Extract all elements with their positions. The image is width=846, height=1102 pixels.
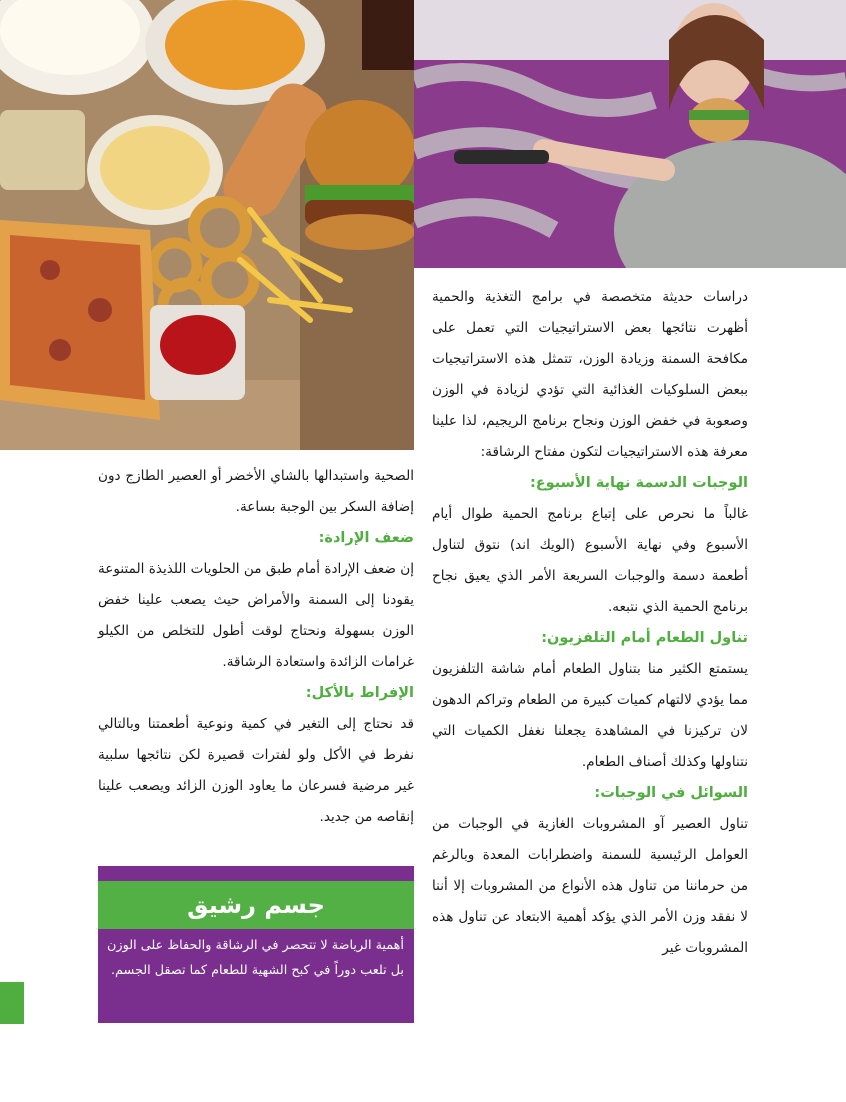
slim-body-callout <box>98 866 414 1023</box>
callout-title: جسم رشيق <box>98 881 414 929</box>
heading-overeating: الإفراط بالأكل: <box>305 685 414 701</box>
paragraph-weak-will: إن ضعف الإرادة أمام طبق من الحلويات اللذيذة المتنوعة يقودنا إلى السمنة والأمراض حيث يصعب علينا خفض الوزن بسهولة ونحتاج لوقت أطول للتخلص من الكيلو غرامات الزائدة واستعادة الرشاقة. <box>98 561 414 670</box>
right-text-column <box>432 282 748 964</box>
paragraph-liquids-meals: تناول العصير آو المشروبات الغازية في الوجبات من العوامل الرئيسية للسمنة واضطرابات المعدة وبالرغم من حرماننا من تناول هذه الأنواع من المشروبات إلا أننا لا نفقد وزن الأمر الذي يؤكد أهمية الابتعاد عن تناول هذه المشروبات غير <box>432 816 748 956</box>
paragraph-overeating: قد نحتاج إلى التغير في كمية ونوعية أطعمتنا وبالتالي نفرط في الأكل ولو لفترات قصيرة لكن نتائجها سلبية غير مرضية فسرعان ما يعاود الوزن الزائد ويصعب علينا إنقاصه من جديد. <box>98 716 414 825</box>
woman-on-couch-photo <box>414 0 846 268</box>
junk-food-photo <box>0 0 414 450</box>
page-edge-tab <box>0 982 24 1024</box>
woman-eating-illustration <box>414 0 846 268</box>
paragraph-eating-tv: يستمتع الكثير منا بتناول الطعام أمام شاشة التلفزيون مما يؤدي لالتهام كميات كبيرة من الطعام وتراكم الدهون لان تركيزنا في المشاهدة يجعلنا نغفل الكميات التي نتناولها وكذلك أصناف الطعام. <box>432 661 748 770</box>
junk-food-illustration <box>0 0 414 450</box>
heading-weekend-meals: الوجبات الدسمة نهاية الأسبوع: <box>529 475 748 491</box>
heading-eating-tv: تناول الطعام أمام التلفزيون: <box>541 630 748 646</box>
intro-paragraph: دراسات حديثة متخصصة في برامج التغذية والحمية أظهرت نتائجها بعض الاستراتيجيات التي تعمل على مكافحة السمنة وزيادة الوزن، تتمثل هذه الاستراتيجيات ببعض السلوكيات الغذائية التي تؤدي لزيادة في الوزن وصعوبة في خفض الوزن ونجاح برنامج الريجيم، لذا علينا معرفة هذه الاستراتيجيات لتكون مفتاح الرشاقة: <box>432 289 748 460</box>
callout-top-strip <box>98 866 414 881</box>
left-text-column <box>98 461 414 833</box>
heading-liquids-meals: السوائل في الوجبات: <box>594 785 748 801</box>
paragraph-continuation: الصحية واستبدالها بالشاي الأخضر أو العصير الطازج دون إضافة السكر بين الوجبة بساعة. <box>98 468 414 515</box>
heading-weak-will: ضعف الإرادة: <box>318 530 414 546</box>
callout-body: أهمية الرياضة لا تتحصر في الرشاقة والحفاظ على الوزن بل تلعب دوراً في كبح الشهية للطعام كما تصقل الجسم. <box>98 929 414 1023</box>
paragraph-weekend-meals: غالباً ما نحرص على إتباع برنامج الحمية طوال أيام الأسبوع وفي نهاية الأسبوع (الويك اند) نتوق لتناول أطعمة دسمة والوجبات السريعة الأمر الذي يعيق نجاح برنامج الحمية الذي نتبعه. <box>432 506 748 615</box>
